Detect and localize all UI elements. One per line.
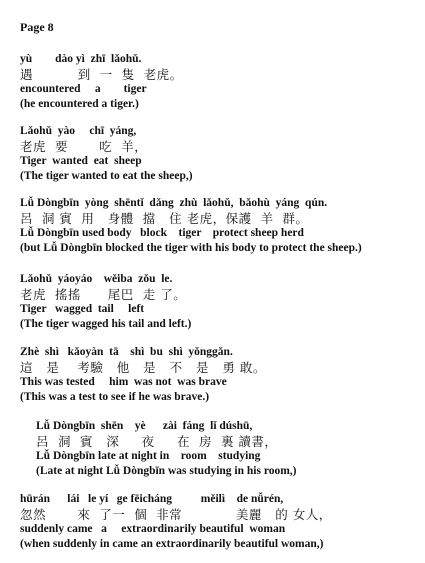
pinyin-line: Lǚ Dòngbīn yòng shēntǐ dǎng zhù lǎohǔ, bǎohù yáng qún.: [20, 197, 328, 209]
chinese-line: 呂 洞 賓 用 身體 擋 住 老虎，保護 羊 群。: [20, 211, 309, 226]
sentence-block: [20, 345, 266, 405]
gloss-line: Lǚ Dòngbīn used body block tiger protect sheep herd: [20, 227, 304, 239]
pinyin-line: yù dào yì zhī lǎohǔ.: [20, 53, 142, 65]
chinese-line: 忽然 來 了一 個 非常 美麗 的 女人，: [20, 507, 332, 522]
chinese-line: 這 是 考驗 他 是 不 是 勇 敢。: [20, 360, 266, 375]
sentence-block: [20, 492, 332, 552]
gloss-line: encountered a tiger: [20, 83, 147, 95]
translation-line: (Late at night Lǚ Dòngbīn was studying in his room,): [36, 465, 297, 477]
chinese-line: 老虎 搖搖 尾巴 走 了。: [20, 287, 187, 302]
pinyin-line: Lǎohǔ yào chī yáng,: [20, 125, 137, 137]
chinese-line: 遇 到 一 隻 老虎。: [20, 67, 183, 82]
pinyin-line: hūrán lái le yí ge fēicháng měilì de nǚrén,: [20, 493, 284, 505]
translation-line: (The tiger wagged his tail and left.): [20, 318, 192, 330]
sentence-block: [36, 419, 297, 479]
sentence-block: [20, 196, 362, 256]
translation-line: (but Lǚ Dòngbīn blocked the tiger with his body to protect the sheep.): [20, 242, 362, 254]
pinyin-line: Lǎohǔ yáoyáo wěiba zǒu le.: [20, 273, 173, 285]
sentence-block: [20, 52, 183, 112]
pinyin-line: Zhè shì kǎoyàn tā shì bu shì yǒnggǎn.: [20, 346, 233, 358]
translation-line: (The tiger wanted to eat the sheep,): [20, 170, 193, 182]
sentence-block: [20, 124, 193, 184]
gloss-line: Tiger wagged tail left: [20, 303, 145, 315]
gloss-line: Lǚ Dòngbīn late at night in room studying: [36, 450, 261, 462]
pinyin-line: Lǚ Dòngbīn shēn yè zài fáng lǐ dúshū,: [36, 420, 253, 432]
sentence-block: [20, 272, 191, 332]
chinese-line: 老虎 要 吃 羊，: [20, 139, 148, 154]
translation-line: (This was a test to see if he was brave.): [20, 391, 210, 403]
translation-line: (when suddenly in came an extraordinarily beautiful woman,): [20, 538, 324, 550]
page-number: Page 8: [20, 20, 54, 34]
translation-line: (he encountered a tiger.): [20, 98, 139, 110]
gloss-line: Tiger wanted eat sheep: [20, 155, 142, 167]
chinese-line: 呂 洞 賓 深 夜 在 房 裏 讀書，: [36, 434, 278, 449]
gloss-line: suddenly came a extraordinarily beautiful woman: [20, 523, 286, 535]
gloss-line: This was tested him was not was brave: [20, 376, 227, 388]
